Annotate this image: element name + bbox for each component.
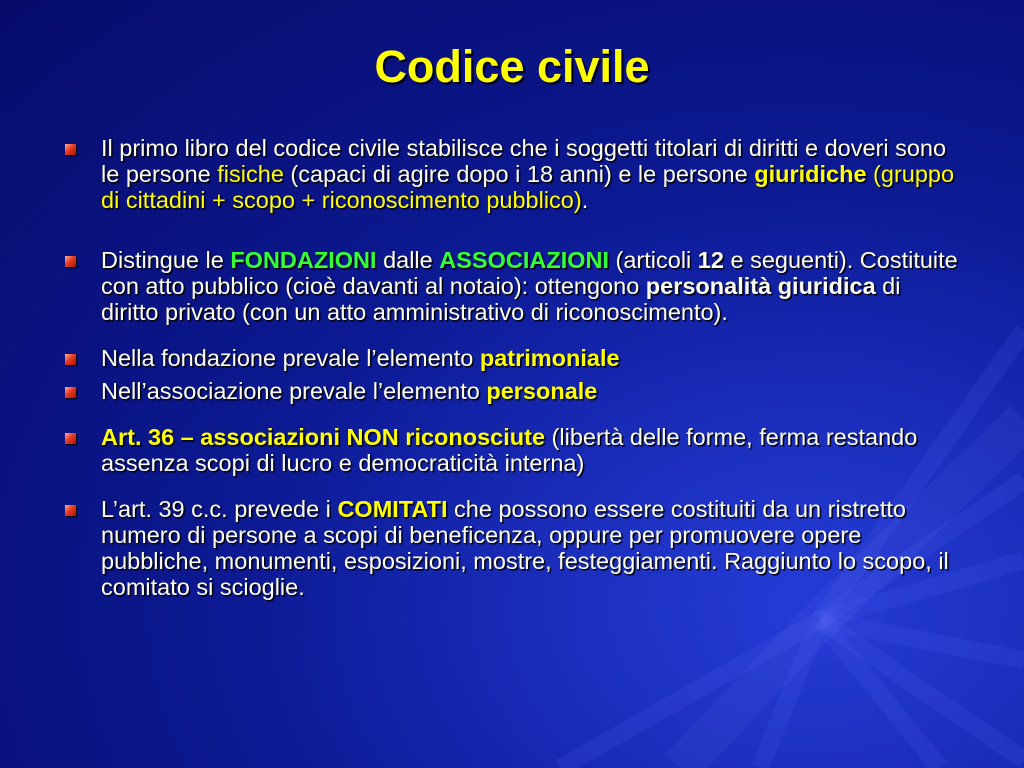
bullet-text: e seguenti). Costituite con atto pubblico (cioè davanti al notaio): ottengono <box>101 247 958 299</box>
bullet-fondazione-patrimoniale <box>101 345 961 371</box>
bullet-text: Nella fondazione prevale l’elemento <box>101 345 480 371</box>
bullet-text: che possono essere costituiti da un ristretto numero di persone a scopi di beneficenza, oppure per promuovere opere pubbliche, monumenti, esposizioni, mostre, festeggiamenti. Raggiunto lo scopo, il comitato si scioglie. <box>101 496 949 600</box>
bullet-text: dalle <box>376 247 440 273</box>
square-bullet-icon <box>65 433 76 444</box>
highlight-giuridiche: giuridiche <box>754 161 867 187</box>
highlight-associazioni: ASSOCIAZIONI <box>439 247 609 273</box>
bullet-text: di diritto privato (con un atto amministrativo di riconoscimento). <box>101 273 901 325</box>
bullet-art-39-comitati <box>101 496 961 600</box>
bullet-text: L’art. 39 c.c. prevede i <box>101 496 338 522</box>
highlight-definizione: (gruppo di cittadini + scopo + riconoscimento pubblico) <box>101 161 955 213</box>
bullet-text: (articoli <box>609 247 698 273</box>
square-bullet-icon <box>65 144 76 155</box>
highlight-art-36: Art. 36 – associazioni NON riconosciute <box>101 424 546 450</box>
bullet-text: . <box>581 187 589 213</box>
bullet-text: Nell’associazione prevale l’elemento <box>101 378 487 404</box>
highlight-articolo-12: 12 <box>697 247 724 273</box>
highlight-fondazioni: FONDAZIONI <box>230 247 377 273</box>
square-bullet-icon <box>65 354 76 365</box>
square-bullet-icon <box>65 256 76 267</box>
bullet-fondazioni-associazioni <box>101 247 961 325</box>
highlight-comitati: COMITATI <box>337 496 448 522</box>
bullet-associazione-personale <box>101 378 961 404</box>
highlight-fisiche: fisiche <box>217 161 284 187</box>
highlight-personalita-giuridica: personalità giuridica <box>645 273 876 299</box>
bullet-art-36 <box>101 424 961 476</box>
square-bullet-icon <box>65 505 76 516</box>
bullet-text: (capaci di agire dopo i 18 anni) e le persone <box>283 161 755 187</box>
square-bullet-icon <box>65 387 76 398</box>
slide-title: Codice civile <box>374 41 650 92</box>
highlight-patrimoniale: patrimoniale <box>479 345 620 371</box>
bullet-text: (libertà delle forme, ferma restando assenza scopi di lucro e democraticità interna) <box>101 424 918 476</box>
bullet-text: Il primo libro del codice civile stabilisce che i soggetti titolari di diritti e doveri sono le persone <box>101 135 947 187</box>
bullet-text: Distingue le <box>101 247 231 273</box>
highlight-personale: personale <box>486 378 598 404</box>
bullet-persone <box>101 135 961 213</box>
bullet-list <box>0 135 1024 600</box>
